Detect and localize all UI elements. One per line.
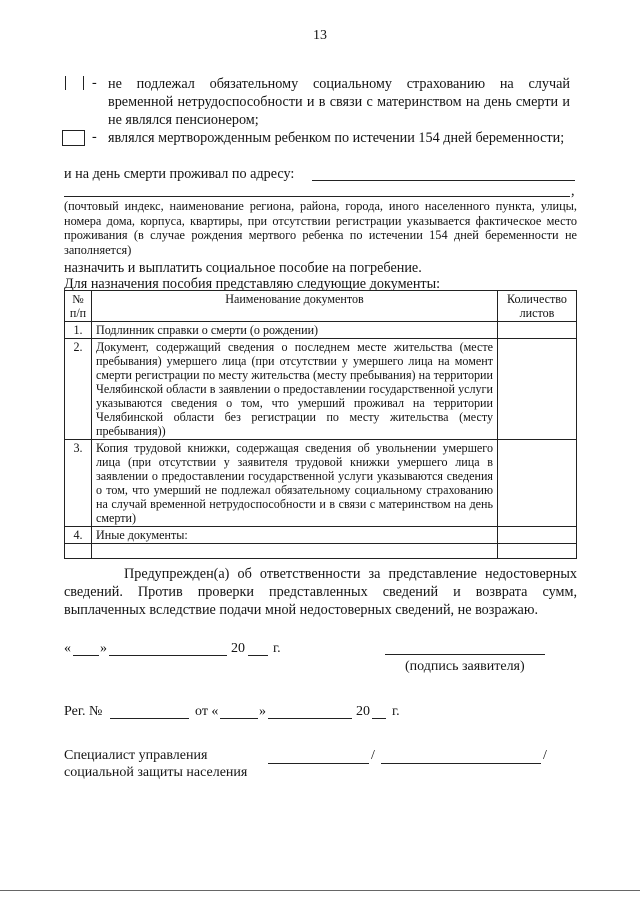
specialist-name-field[interactable] [381, 763, 541, 764]
registration-number-field[interactable] [110, 718, 189, 719]
table-header-row [65, 291, 577, 322]
row-name[interactable] [92, 544, 498, 559]
date-close-quote: » [100, 641, 107, 656]
header-num: № п/п [65, 291, 92, 322]
row-num: 4. [65, 527, 92, 544]
row-num: 2. [65, 339, 92, 440]
applicant-signature-field[interactable] [385, 654, 545, 655]
checkbox-not-insured[interactable] [65, 76, 84, 90]
row-count[interactable] [498, 527, 577, 544]
specialist-slash: / [371, 748, 375, 763]
row-name: Подлинник справки о смерти (о рождении) [92, 322, 498, 339]
row-count[interactable] [498, 339, 577, 440]
address-field-line-2[interactable] [64, 196, 570, 197]
page-bottom-rule [0, 890, 640, 891]
specialist-title-line1: Специалист управления [64, 748, 208, 763]
option-not-insured-text: не подлежал обязательному социальному страхованию на случай временной нетрудоспособности и в связи с материнством на день смерти и не являлся пенсионером; [108, 76, 570, 128]
registration-year-prefix: 20 [356, 704, 370, 719]
date-year-suffix: г. [273, 641, 281, 656]
address-hint: (почтовый индекс, наименование региона, района, города, иного населенного пункта, улицы, номера дома, корпуса, квартиры, при отсутствии регистрации указывается фактическое место проживания (в случае рождения мертвого ребенка по истечении 154 дней беременности не заполняется) [64, 199, 577, 257]
row-num: 1. [65, 322, 92, 339]
row-name: Копия трудовой книжки, содержащая сведения об увольнении умершего лица (при отсутствии у заявителя трудовой книжки умершего лица в заявлении о предоставлении государственной услуги указываются сведения о том, что умерший не подлежал обязательному социальному страхованию на случай временной нетрудоспособности и в связи с материнством на день смерти) [92, 440, 498, 527]
warning-text: Предупрежден(а) об ответственности за представление недостоверных сведений. Против проверки представленных сведений и возврата сумм, выплаченных вследствие подачи мной недостоверных сведений, не возражаю. [64, 566, 577, 618]
registration-from: от « [195, 704, 219, 719]
table-row [65, 527, 577, 544]
registration-year-suffix: г. [392, 704, 400, 719]
date-open-quote: « [64, 641, 71, 656]
registration-day-field[interactable] [220, 718, 258, 719]
specialist-title-line2: социальной защиты населения [64, 765, 248, 780]
option-stillborn-text: являлся мертворожденным ребенком по истечении 154 дней беременности; [108, 130, 565, 146]
address-field-line-1[interactable] [312, 180, 575, 181]
address-comma: , [571, 183, 575, 199]
header-name: Наименование документов [92, 291, 498, 322]
documents-table [64, 290, 577, 559]
registration-month-field[interactable] [268, 718, 352, 719]
signature-caption: (подпись заявителя) [405, 659, 525, 674]
page-number: 13 [313, 28, 327, 43]
date-day-field[interactable] [73, 655, 99, 656]
table-row [65, 544, 577, 559]
row-name: Документ, содержащий сведения о последнем месте жительства (месте пребывания) умершего лица (при отсутствии у умершего лица на момент смерти регистрации по месту жительства (месту пребывания) на территории Челябинской области в заявлении о предоставлении государственной услуги указываются сведения о том, что умерший проживал на территории Челябинской области без регистрации по месту жительства (месту пребывания)) [92, 339, 498, 440]
docs-intro: Для назначения пособия представляю следующие документы: [64, 276, 441, 292]
registration-label: Рег. № [64, 704, 103, 719]
date-month-field[interactable] [109, 655, 227, 656]
date-year-prefix: 20 [231, 641, 245, 656]
date-year-field[interactable] [248, 655, 268, 656]
row-count[interactable] [498, 440, 577, 527]
registration-year-field[interactable] [372, 718, 386, 719]
specialist-slash: / [543, 748, 547, 763]
row-count[interactable] [498, 544, 577, 559]
checkbox-stillborn[interactable] [62, 130, 85, 146]
table-row [65, 440, 577, 527]
header-count: Количество листов [498, 291, 577, 322]
request-text: назначить и выплатить социальное пособие на погребение. [64, 260, 422, 276]
registration-close-quote: » [259, 704, 266, 719]
row-num: 3. [65, 440, 92, 527]
specialist-signature-field[interactable] [268, 763, 369, 764]
option-dash: - [92, 75, 97, 91]
row-name[interactable]: Иные документы: [92, 527, 498, 544]
row-num [65, 544, 92, 559]
option-dash: - [92, 129, 97, 145]
row-count[interactable] [498, 322, 577, 339]
table-row [65, 322, 577, 339]
address-label: и на день смерти проживал по адресу: [64, 166, 295, 182]
table-row [65, 339, 577, 440]
